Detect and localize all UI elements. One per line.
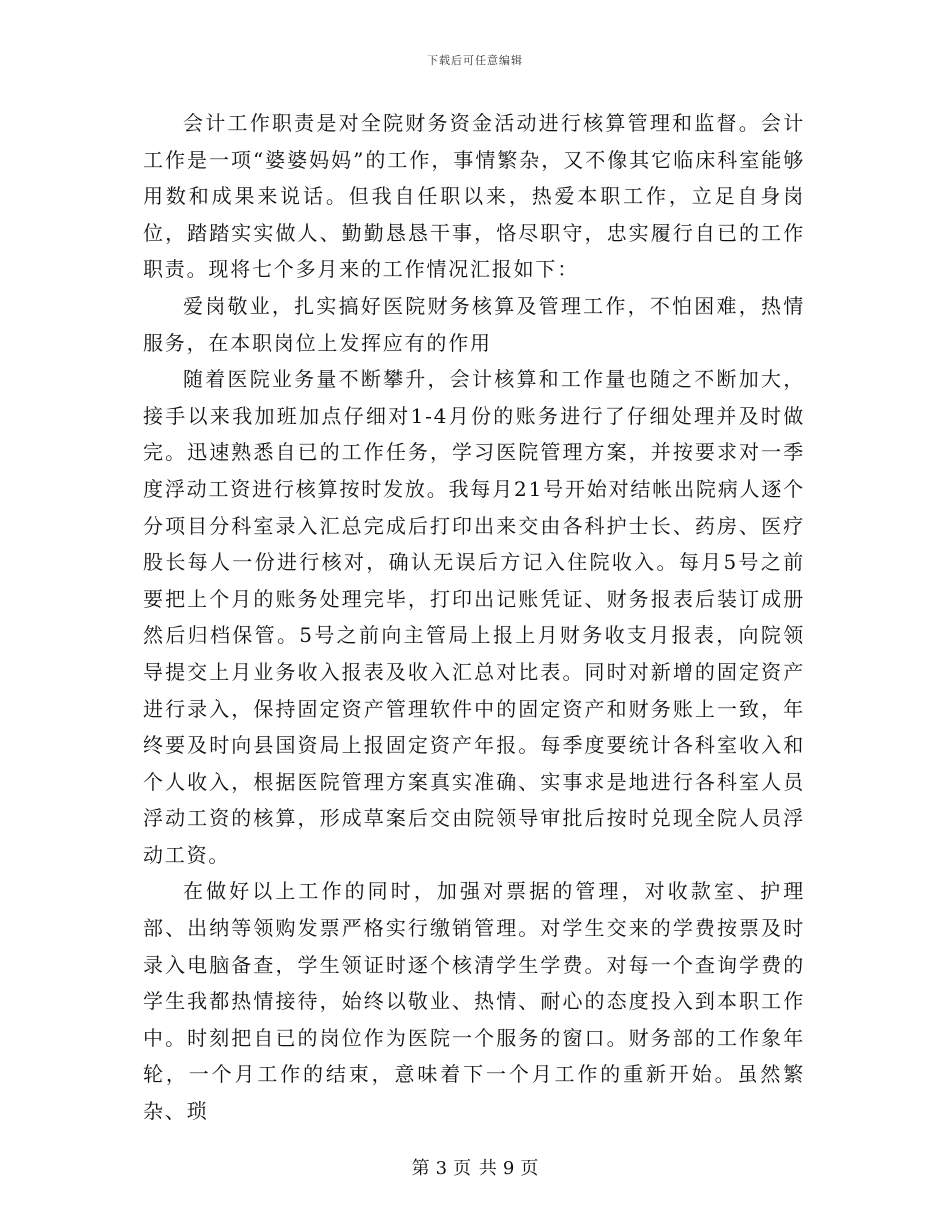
page-number: 3	[435, 1158, 448, 1179]
page-header-note: 下载后可任意编辑	[427, 54, 523, 67]
page-footer	[0, 1154, 950, 1180]
page-total: 9	[502, 1158, 515, 1179]
paragraph: 会计工作职责是对全院财务资金活动进行核算管理和监督。会计工作是一项“婆婆妈妈”的工作，事情繁杂，又不像其它临床科室能够用数和成果来说话。但我自任职以来，热爱本职工作，立足自身岗位，踏踏实实做人、勤勤恳恳干事，恪尽职守，忠实履行自已的工作职责。现将七个多月来的工作情况汇报如下：	[143, 111, 805, 282]
paragraph: 随着医院业务量不断攀升，会计核算和工作量也随之不断加大，接手以来我加班加点仔细对1-4月份的账务进行了仔细处理并及时做完。迅速熟悉自已的工作任务，学习医院管理方案，并按要求对一季度浮动工资进行核算按时发放。我每月21号开始对结帐出院病人逐个分项目分科室录入汇总完成后打印出来交由各科护士长、药房、医疗股长每人一份进行核对，确认无误后方记入住院收入。每月5号之前要把上个月的账务处理完毕，打印出记账凭证、财务报表后装订成册然后归档保管。5号之前向主管局上报上月财务收支月报表，向院领导提交上月业务收入报表及收入汇总对比表。同时对新增的固定资产进行录入，保持固定资产管理软件中的固定资产和财务账上一致，年终要及时向县国资局上报固定资产年报。每季度要统计各科室收入和个人收入，根据医院管理方案真实准确、实事求是地进行各科室人员浮动工资的核算，形成草案后交由院领导审批后按时兑现全院人员浮动工资。	[143, 367, 805, 867]
paragraph: 在做好以上工作的同时，加强对票据的管理，对收款室、护理部、出纳等领购发票严格实行缴销管理。对学生交来的学费按票及时录入电脑备查，学生领证时逐个核清学生学费。对每一个查询学费的学生我都热情接待，始终以敬业、热情、耐心的态度投入到本职工作中。时刻把自已的岗位作为医院一个服务的窗口。财务部的工作象年轮，一个月工作的结束，意味着下一个月工作的重新开始。虽然繁杂、琐	[143, 879, 805, 1124]
footer-suffix: 页	[520, 1158, 539, 1179]
footer-prefix: 第	[411, 1158, 430, 1179]
document-body	[143, 105, 805, 1130]
paragraph: 爱岗敬业，扎实搞好医院财务核算及管理工作，不怕困难，热情服务，在本职岗位上发挥应有的作用	[143, 293, 805, 355]
footer-mid: 页 共	[453, 1158, 497, 1179]
